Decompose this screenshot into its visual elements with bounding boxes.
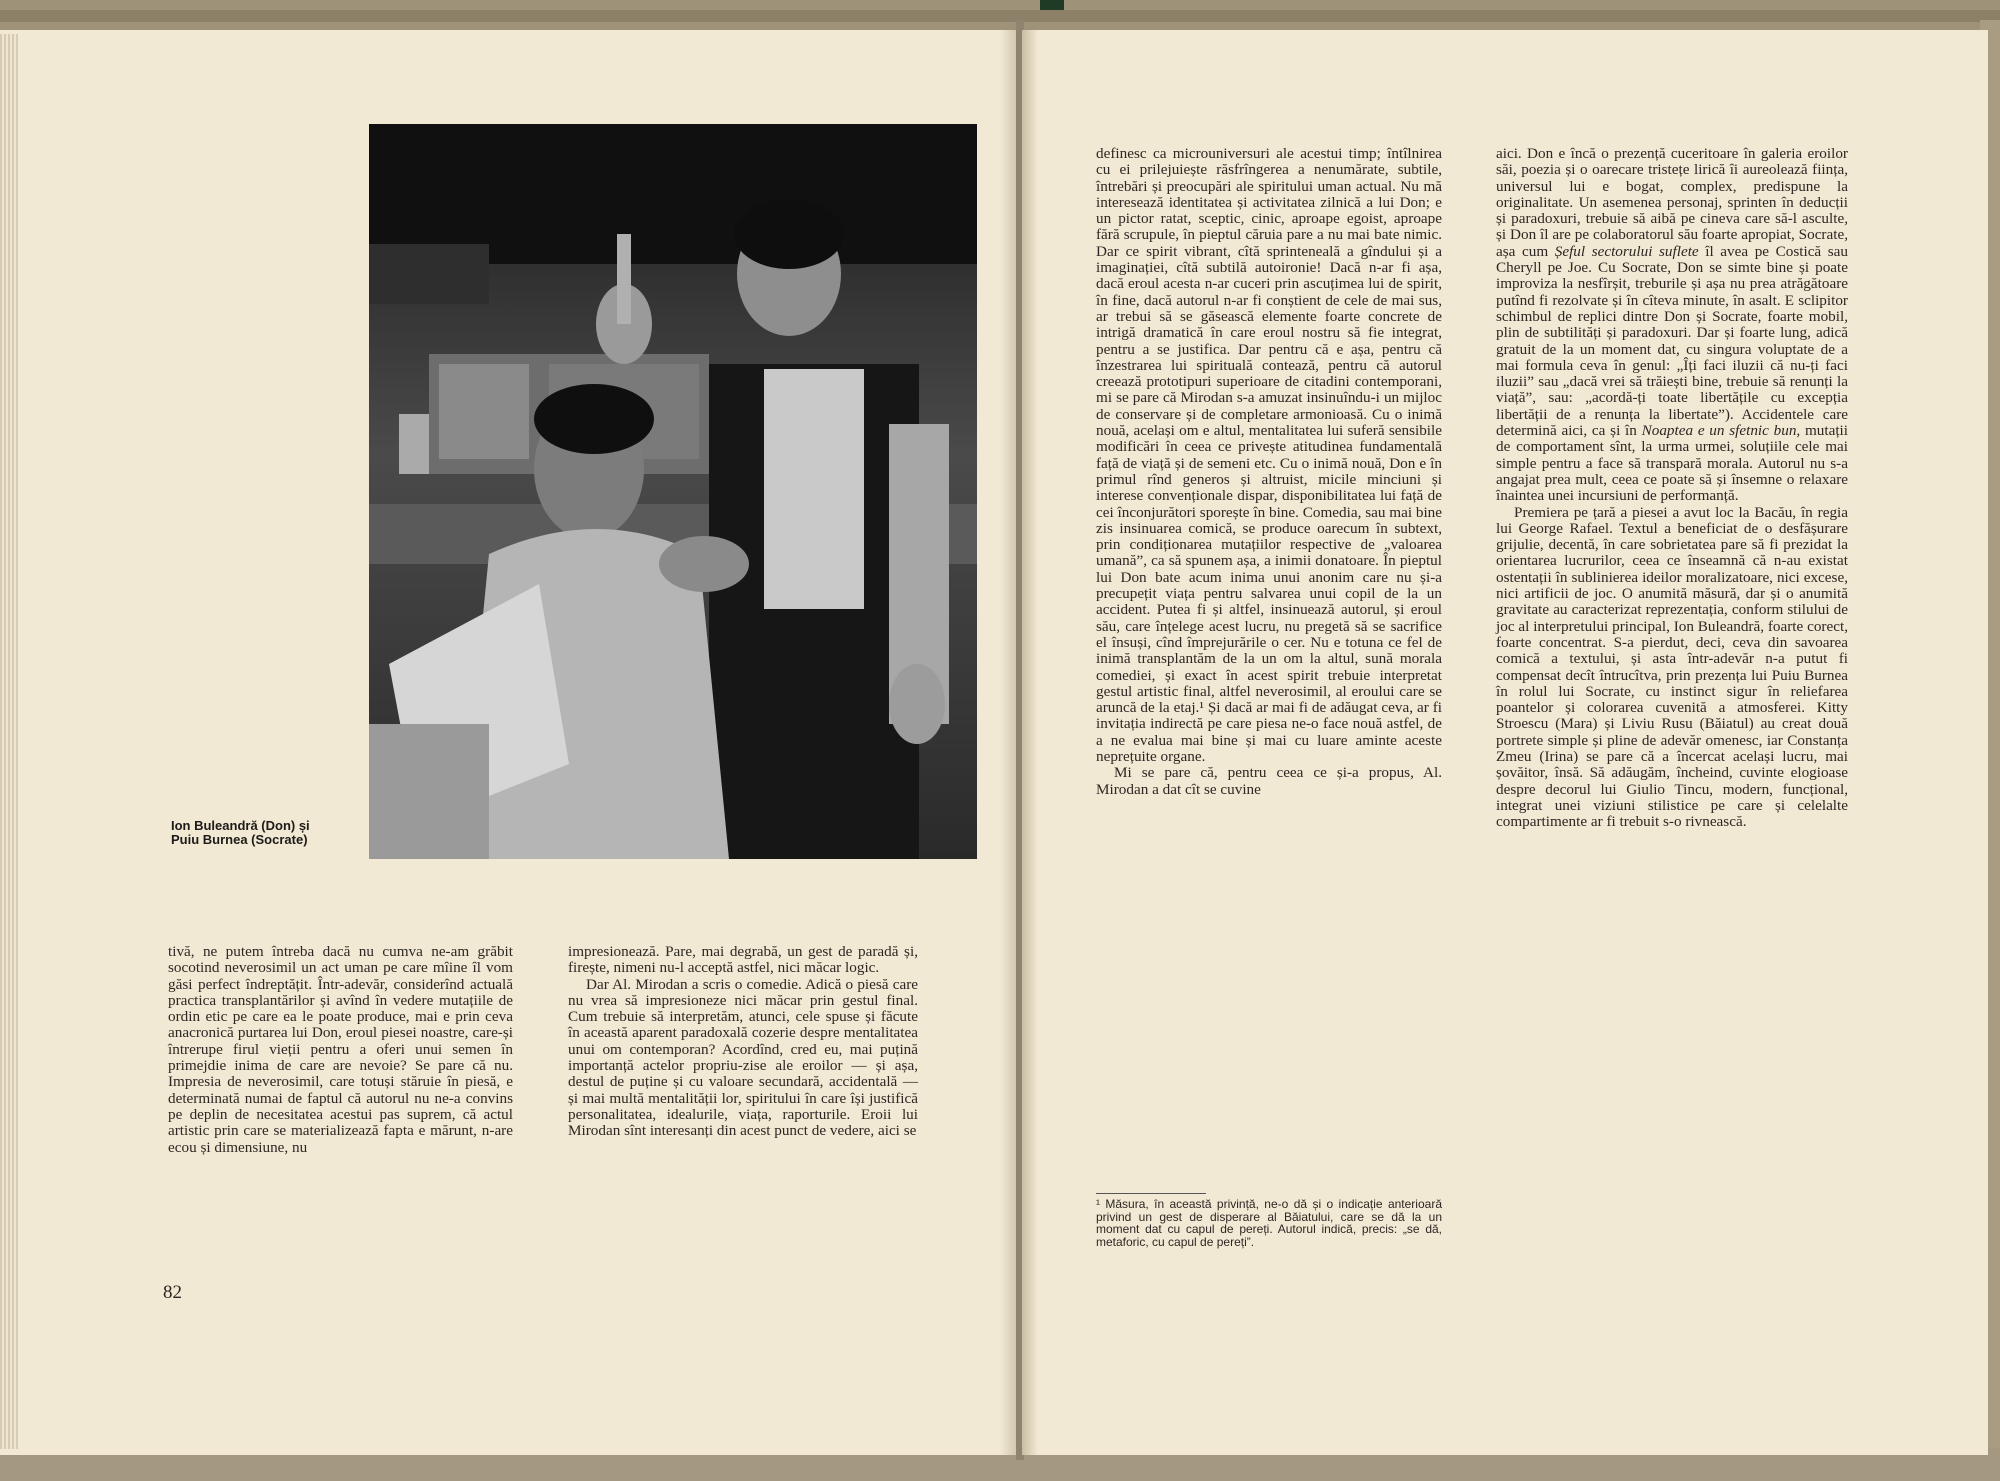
paragraph: Dar Al. Mirodan a scris o comedie. Adică o piesă care nu vrea să impresioneze nici măcar prin gestul final. Cum trebuie să interpretăm, atunci, cele spuse și făcute în această aparent paradoxală cozerie despre mentalitatea unui om contemporan? Acordînd, cred eu, mai puțină importanță actelor propriu-zise ale eroilor — și așa, destul de puține și cu valoare secundară, accidentală — și mai multă mentalității lor, spiritului în care își justifică personalitatea, idealurile, viața, raporturile. Eroii lui Mirodan sînt interesanți din acest punct de vedere, aici se: [568, 975, 918, 1140]
paragraph: definesc ca microuniversuri ale acestui timp; întîlnirea cu ei prilejuiește răsfrîngerea a nenumărate, subtile, întrebări și preocupări ale spiritului uman actual. Nu mă interesează identitatea și activitatea zilnică a lui Don; e un pictor ratat, sceptic, cinic, aproape egoist, aproape fără scrupule, în pieptul căruia pare a nu mai bate nimic. Dar ce spirit vibrant, cîtă sprinteneală a gîndului și a imaginației, cîtă subtilă autoironie! Dacă n-ar fi așa, dacă eroul acesta n-ar cuceri prin ascuțimea lui de spirit, în fine, dacă autorul n-ar fi conștient de cele de mai sus, ar trebui să se găsească elemente foarte concrete de intrigă dramatică în care eroul nostru să fie integrat, pentru a se justifica. Dar pentru că e așa, pentru că înzestrarea lui spirituală contează, pentru că autorul creează prototipuri superioare de citadini contemporani, mi se pare că Mirodan s-a amuzat insinuîndu-i un mijloc de conservare și de completare armonioasă. Cu o inimă nouă, același om e altul, mentalitatea lui suferă sensibile modificări în ceea ce privește atitudinea fundamentală față de viață și de semeni etc. Cu o inimă nouă, Don e în primul rînd generos și altruist, micile minciuni și interese convenționale dispar, disponibilitatea lui față de cei înconjurători sporește în bine. Comedia, sau mai bine zis insinuarea comică, se produce oarecum în subtext, prin condiționarea mutațiilor respective de „valoarea umană”, ca să spunem așa, a inimii donatoare. În pieptul lui Don bate acum inima unui anonim care nu și-a precupețit viața pentru salvarea unui copil de la un accident. Putea fi și altfel, insinuează autorul, și eroul său, care înțelege acest lucru, nu pregetă să se sacrifice el însuși, cînd împrejurările o cer. Nu e totuna ce fel de inimă transplantăm de la un om la altul, sună morala comediei, și exact în acest spirit trebuie interpretat gestul artistic final, altfel neverosimil, al eroului care se aruncă de la etaj.¹ Și dacă ar mai fi de adăugat ceva, ar fi invitația indirectă pe care piesa ne-o face nouă astfel, de a ne evalua mai bine și mai cu luare aminte aceste neprețuite organe.: [1096, 145, 1442, 765]
photo-caption: Ion Buleandră (Don) și Puiu Burnea (Socrate): [171, 818, 310, 847]
left-column-2: [568, 944, 918, 1140]
book-cover-band: [0, 10, 2000, 22]
gutter-shadow-right: [1022, 30, 1038, 1455]
footnote-rule: [1096, 1193, 1206, 1194]
bookmark-ribbon: [1040, 0, 1064, 10]
right-column-2: [1496, 146, 1848, 830]
play-title: Șeful sectorului suflete: [1554, 242, 1699, 260]
left-column-1: [168, 944, 513, 1156]
paragraph: impresionează. Pare, mai degrabă, un gest de paradă și, firește, nimeni nu-l acceptă astfel, nici măcar logic.: [568, 943, 918, 977]
page-stack-edge: [0, 34, 18, 1449]
paragraph: [1496, 146, 1848, 505]
paragraph: Mi se pare că, pentru ceea ce și-a propus, Al. Mirodan a dat cît se cuvine: [1096, 764, 1442, 798]
paragraph: Premiera pe țară a piesei a avut loc la Bacău, în regia lui George Rafael. Textul a beneficiat de o desfășurare grijulie, decentă, în care sobrietatea pare să fi prezidat la orientarea lucrurilor, ceea ce înseamnă că n-au existat ostentații în sublinierea ideilor moralizatoare, nici excese, nici artificii de joc. O anumită măsură, dar și o anumită gravitate au caracterizat reprezentația, conform stilului de joc al interpretului principal, Ion Buleandră, foarte corect, foarte concentrat. S-a pierdut, deci, ceva din savoarea comică a textului, și asta într-adevăr n-a putut fi compensat decît întrucîtva, prin prezența lui Puiu Burnea în rolul lui Socrate, cu instinct sigur în reliefarea poantelor și colorarea cuvenită a atmosferei. Kitty Stroescu (Mara) și Liviu Rusu (Băiatul) au creat două portrete simple și pline de adevăr omenesc, iar Constanța Zmeu (Irina) se pare că a încercat același lucru, mai șovăitor, însă. Să adăugăm, încheind, cuvinte elogioase despre decorul lui Giulio Tincu, modern, funcțional, integrat unei viziuni stilistice pe care și celelalte compartimente ar fi trebuit s-o rivnească.: [1496, 503, 1848, 831]
play-title: Noaptea e un sfetnic bun,: [1641, 422, 1801, 440]
footnote: ¹ Măsura, în această privință, ne-o dă și o indicație anterioară privind un gest de disperare al Băiatului, care se dă la un moment dat cu capul de pereți. Autorul indică, precis: „se dă, metaforic, cu capul de pereți”.: [1096, 1197, 1442, 1249]
text-run: aici. Don e încă o prezență cuceritoare în galeria eroilor săi, poezia și o oarecare tristețe lirică îi aureolează ființa, universul lui e bogat, complex, predispune la originalitate. Un asemenea personaj, sprinten în deducții și paradoxuri, trebuie să aibă pe cineva care să-l asculte, și Don îl are pe colaboratorul său foarte apropiat, Socrate, așa cum: [1496, 145, 1848, 260]
text-run: mutații de comportament sînt, la urma urmei, soluțiile cele mai simple pentru a face să transpară morala. Autorul nu s-a angajat prea mult, ceea ce poate să și însemne o relaxare înaintea unei incursiuni de performanță.: [1496, 422, 1848, 505]
right-column-1: [1096, 146, 1442, 798]
theatre-photograph: [369, 124, 977, 859]
text-run: îl avea pe Costică sau Cheryll pe Joe. Cu Socrate, Don se simte bine și poate improviza la nesfîrșit, treburile și așa nu prea atrăgătoare putînd fi rezolvate și în cîteva minute, în asalt. E sclipitor schimbul de replici dintre Don și Socrate, foarte mobil, plin de subtilități și paradoxuri. Dar și foarte lung, adică gratuit de la un moment dat, cu singura voluptate de a mai formula ceva în genul: „Îți faci iluzii că nu-ți faci iluzii” sau „dacă vrei să trăiești bine, trebuie să renunți la viață”, sau: „acordă-ți toate libertățile cu excepția libertății de a renunța la libertate”). Accidentele care determină aici, ca și în: [1496, 242, 1849, 440]
page-number: 82: [163, 1282, 182, 1303]
paragraph: tivă, ne putem întreba dacă nu cumva ne-am grăbit socotind neverosimil un act uman pe care mîine îl vom găsi perfect îndreptățit. Într-adevăr, considerînd actuală practica transplantărilor și avînd în vedere mutațiile de ordin etic pe care ea le poate produce, mai e prin ceva anacronică purtarea lui Don, eroul piesei noastre, care-și întrerupe firul vieții pentru a oferi unui semen în primejdie inima de care are nevoie? Se pare că nu. Impresia de neverosimil, care totuși stăruie în piesă, e determinată numai de faptul că autorul nu ne-a convins pe deplin de necesitatea acestui pas suprem, că actul artistic prin care se materializează fapta e mărunt, n-are ecou și dimensiune, nu: [168, 943, 513, 1156]
